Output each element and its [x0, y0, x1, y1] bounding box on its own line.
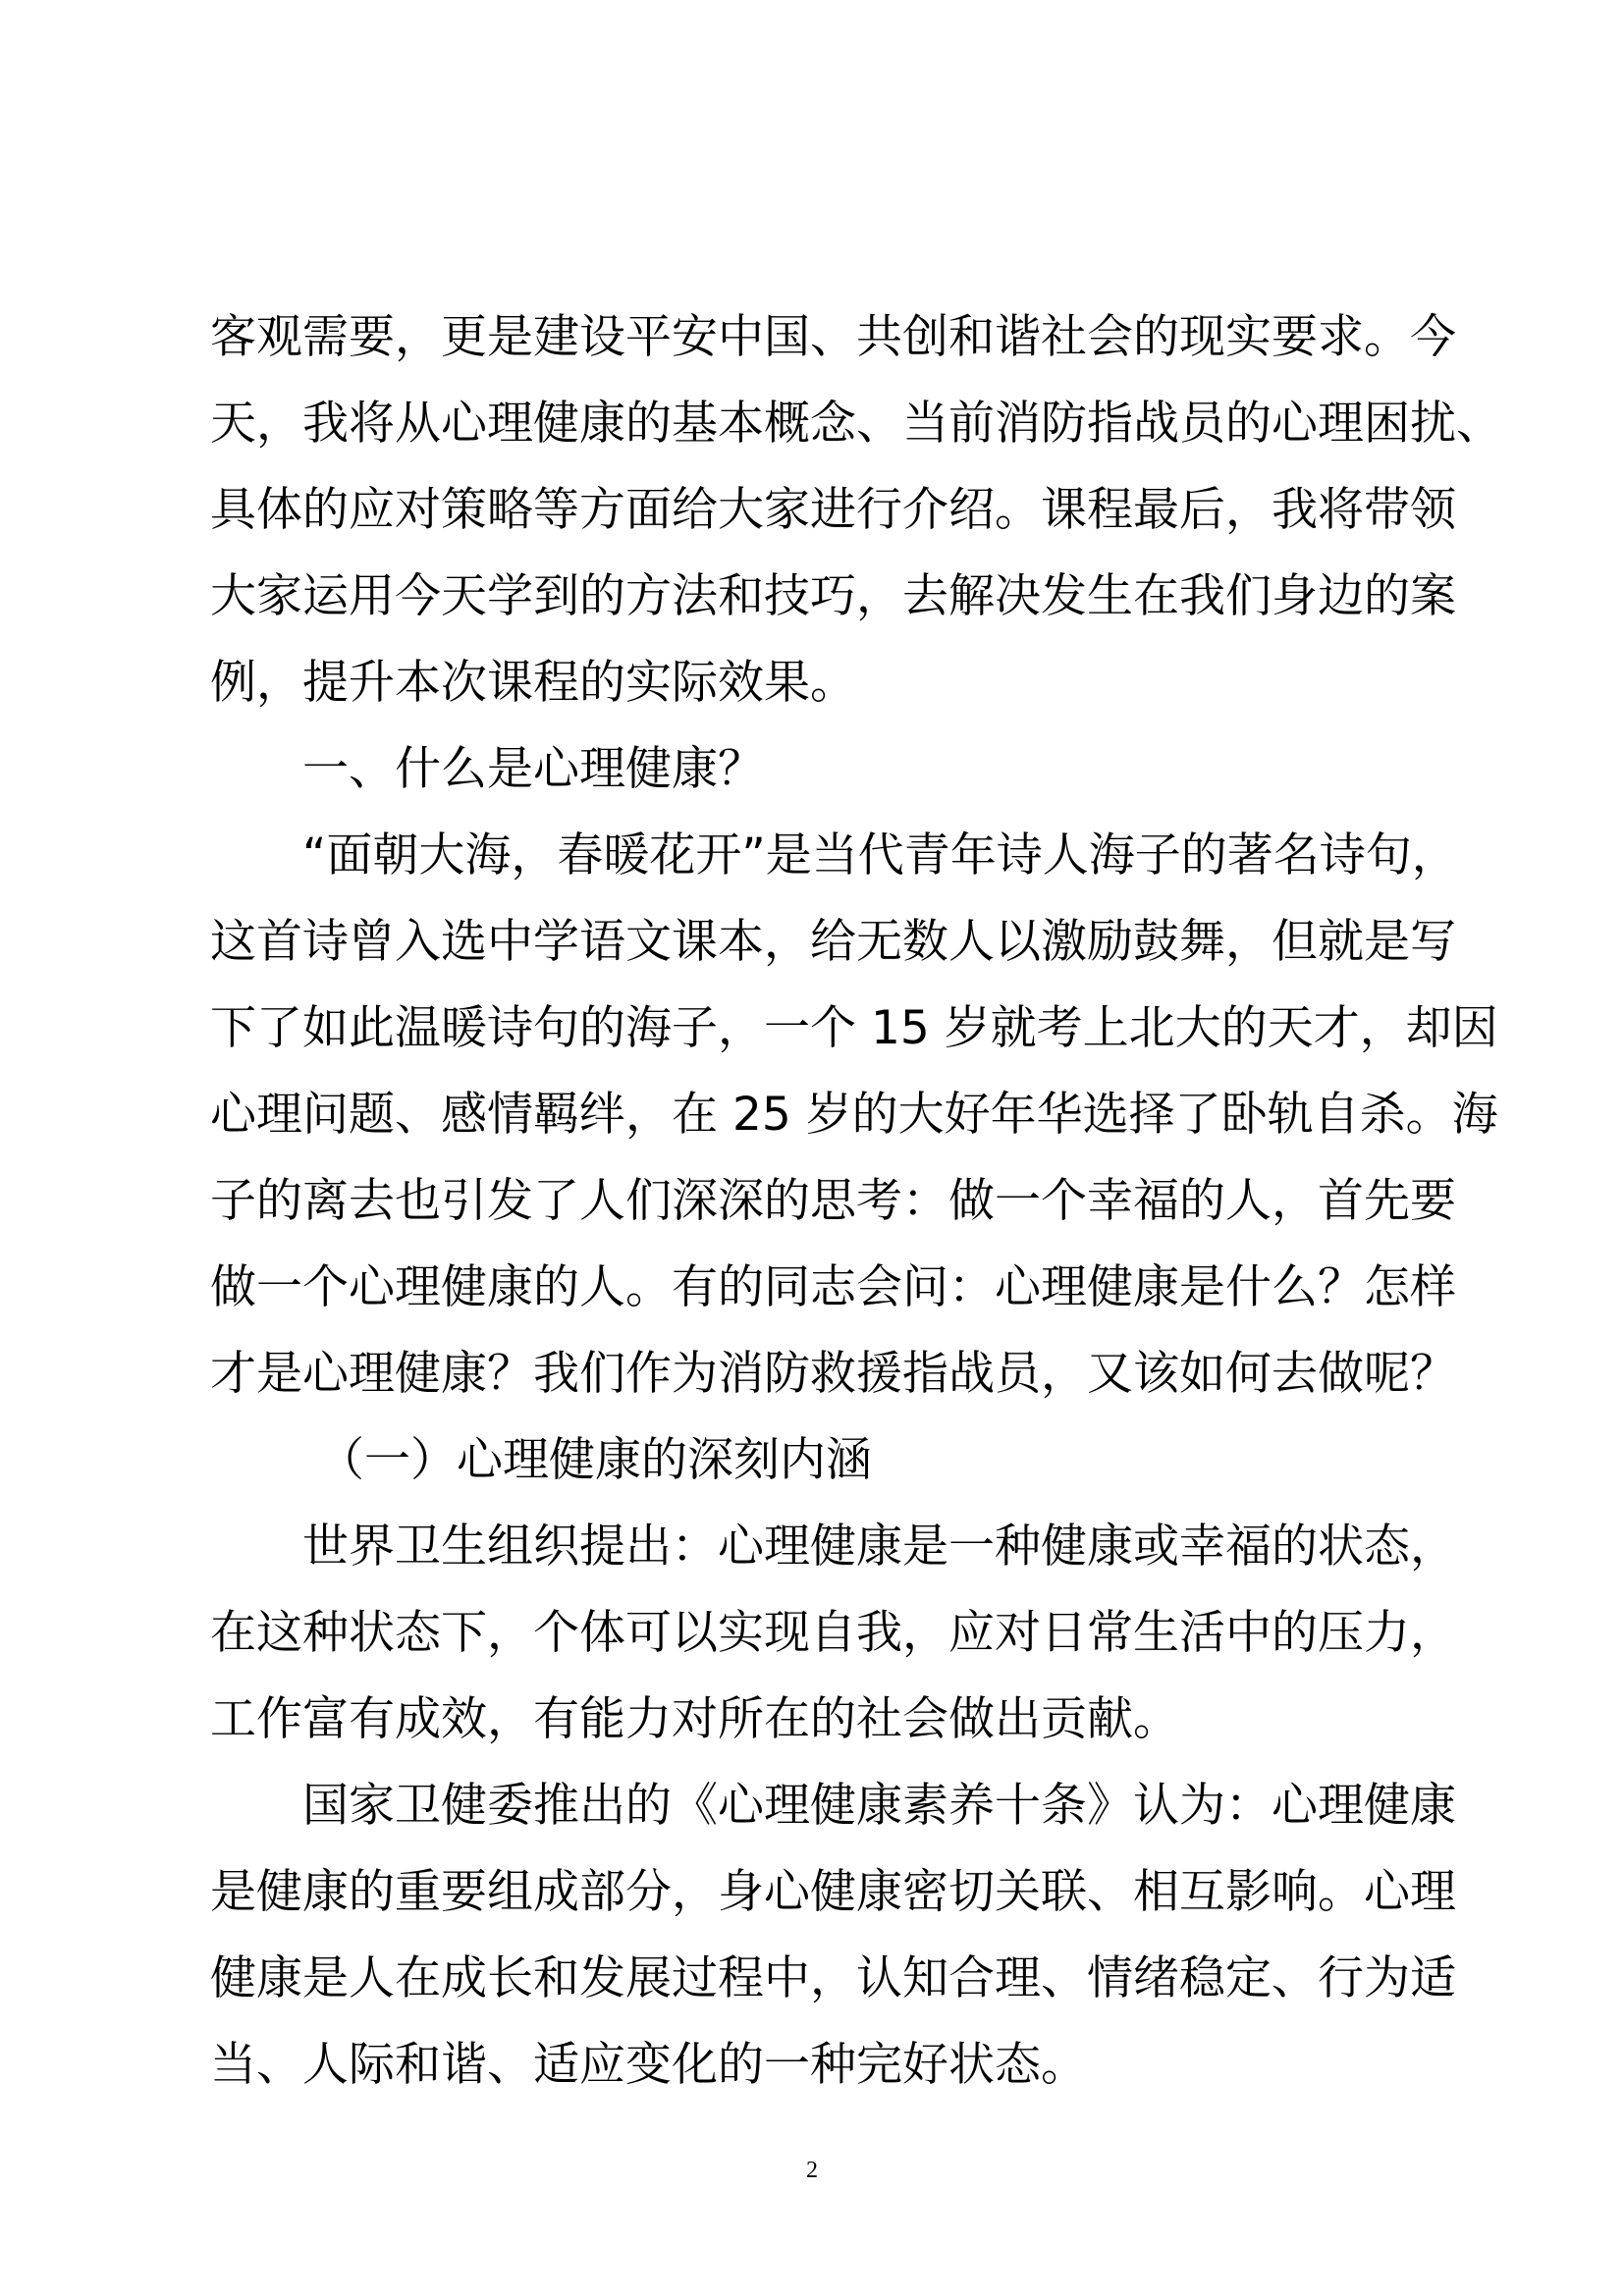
paragraph-line: 工作富有成效，有能力对所在的社会做出贡献。	[210, 1692, 1179, 1746]
paragraph-line: 在这种状态下，个体可以实现自我，应对日常生活中的压力，	[210, 1606, 1456, 1660]
page-number: 2	[806, 2158, 818, 2183]
paragraph-line: 子的离去也引发了人们深深的思考：做一个幸福的人，首先要	[210, 1174, 1456, 1228]
paragraph-line: 做一个心理健康的人。有的同志会问：心理健康是什么？怎样	[210, 1260, 1456, 1314]
paragraph-line: 心理问题、感情羁绊，在 25 岁的大好年华选择了卧轨自杀。海	[210, 1088, 1498, 1142]
subsection-heading: （一）心理健康的深刻内涵	[318, 1433, 872, 1487]
paragraph-line: “面朝大海，春暖花开”是当代青年诗人海子的著名诗句，	[302, 828, 1458, 882]
paragraph-line: 世界卫生组织提出：心理健康是一种健康或幸福的状态，	[302, 1520, 1456, 1574]
paragraph-line: 这首诗曾入选中学语文课本，给无数人以激励鼓舞，但就是写	[210, 915, 1456, 969]
paragraph-line: 天，我将从心理健康的基本概念、当前消防指战员的心理困扰、	[210, 397, 1502, 451]
paragraph-line: 具体的应对策略等方面给大家进行介绍。课程最后，我将带领	[210, 483, 1456, 537]
paragraph-line: 下了如此温暖诗句的海子，一个 15 岁就考上北大的天才，却因	[210, 1001, 1498, 1055]
paragraph-line: 国家卫健委推出的《心理健康素养十条》认为：心理健康	[302, 1779, 1456, 1833]
paragraph-line: 是健康的重要组成部分，身心健康密切关联、相互影响。心理	[210, 1865, 1456, 1919]
paragraph-line: 大家运用今天学到的方法和技巧，去解决发生在我们身边的案	[210, 569, 1456, 623]
paragraph-line: 当、人际和谐、适应变化的一种完好状态。	[210, 2038, 1087, 2092]
paragraph-line: 才是心理健康？我们作为消防救援指战员，又该如何去做呢？	[210, 1347, 1456, 1401]
paragraph-line: 例，提升本次课程的实际效果。	[210, 656, 856, 710]
section-heading: 一、什么是心理健康？	[302, 742, 764, 796]
body-text	[210, 294, 1502, 2109]
paragraph-line: 客观需要，更是建设平安中国、共创和谐社会的现实要求。今	[210, 310, 1456, 364]
paragraph-line: 健康是人在成长和发展过程中，认知合理、情绪稳定、行为适	[210, 1951, 1456, 2005]
